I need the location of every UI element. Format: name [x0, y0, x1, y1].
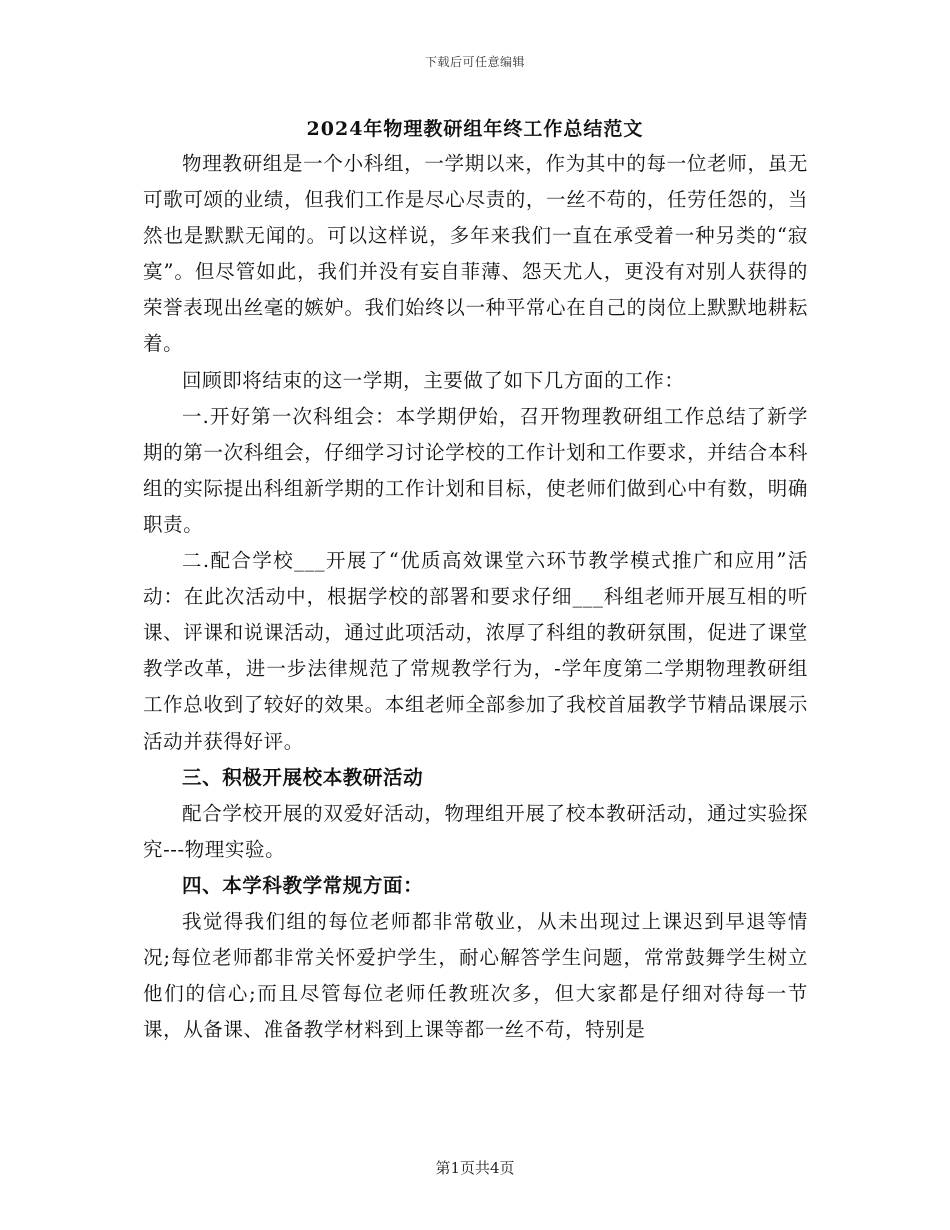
document-title: 2024年物理教研组年终工作总结范文: [306, 118, 644, 140]
page-number: 第1页共4页: [435, 1159, 515, 1177]
section-heading-4: 四、本学科教学常规方面：: [182, 873, 424, 897]
paragraph-review: 回顾即将结束的这一学期，主要做了如下几方面的工作：: [182, 368, 685, 392]
page-header-note: 下载后可任意编辑: [424, 55, 525, 69]
paragraph-item-3: 配合学校开展的双爱好活动，物理组开展了校本教研活动，通过实验探究---物理实验。: [143, 801, 808, 861]
document-body: [143, 146, 808, 1048]
paragraph-intro: 物理教研组是一个小科组，一学期以来，作为其中的每一位老师，虽无可歌可颂的业绩，但我们工作是尽心尽责的，一丝不苟的，任劳任怨的，当然也是默默无闻的。可以这样说，多年来我们一直在承受着一种另类的“寂寞”。但尽管如此，我们并没有妄自菲薄、怨天尤人，更没有对别人获得的荣誉表现出丝毫的嫉妒。我们始终以一种平常心在自己的岗位上默默地耕耘着。: [143, 152, 808, 356]
paragraph-item-4: 我觉得我们组的每位老师都非常敬业，从未出现过上课迟到早退等情况;每位老师都非常关怀爱护学生，耐心解答学生问题，常常鼓舞学生树立他们的信心;而且尽管每位老师任教班次多，但大家都是仔细对待每一节课，从备课、准备教学材料到上课等都一丝不苟，特别是: [143, 909, 808, 1042]
paragraph-item-1: 一.开好第一次科组会：本学期伊始，召开物理教研组工作总结了新学期的第一次科组会，仔细学习讨论学校的工作计划和工作要求，并结合本科组的实际提出科组新学期的工作计划和目标，使老师们做到心中有数，明确职责。: [143, 404, 808, 536]
section-heading-3: 三、积极开展校本教研活动: [182, 765, 424, 789]
paragraph-item-2: 二.配合学校___开展了“优质高效课堂六环节教学模式推广和应用”活动：在此次活动中，根据学校的部署和要求仔细___科组老师开展互相的听课、评课和说课活动，通过此项活动，浓厚了科组的教研氛围，促进了课堂教学改革，进一步法律规范了常规教学行为，-学年度第二学期物理教研组工作总收到了较好的效果。本组老师全部参加了我校首届教学节精品课展示活动并获得好评。: [143, 549, 808, 753]
